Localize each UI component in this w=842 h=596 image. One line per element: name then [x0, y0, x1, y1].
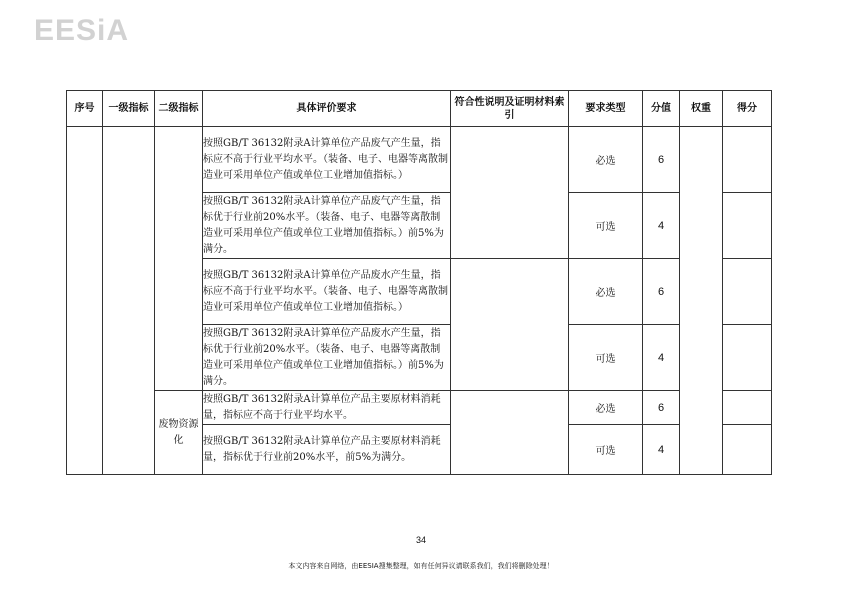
result-cell [723, 127, 772, 193]
type-cell: 可选 [569, 325, 643, 391]
header-level1: 一级指标 [103, 91, 155, 127]
seq-cell [67, 127, 103, 475]
score-cell: 4 [643, 325, 680, 391]
type-cell: 可选 [569, 425, 643, 475]
level2-cell [155, 127, 203, 391]
result-cell [723, 391, 772, 425]
score-cell: 6 [643, 127, 680, 193]
header-weight: 权重 [680, 91, 723, 127]
eesia-logo: EESiA [34, 14, 130, 47]
requirement-cell: 按照GB/T 36132附录A计算单位产品废气产生量，指标优于行业前20%水平。（装备、电子、电器等离散制造业可采用单位产值或单位工业增加值指标。）前5%为满分。 [203, 193, 451, 259]
requirement-cell: 按照GB/T 36132附录A计算单位产品废气产生量，指标应不高于行业平均水平。（装备、电子、电器等离散制造业可采用单位产值或单位工业增加值指标。） [203, 127, 451, 193]
table-header-row [67, 91, 772, 127]
requirement-cell: 按照GB/T 36132附录A计算单位产品废水产生量，指标优于行业前20%水平。（装备、电子、电器等离散制造业可采用单位产值或单位工业增加值指标。）前5%为满分。 [203, 325, 451, 391]
type-cell: 必选 [569, 259, 643, 325]
requirement-cell: 按照GB/T 36132附录A计算单位产品主要原材料消耗量，指标应不高于行业平均水平。 [203, 391, 451, 425]
result-cell [723, 425, 772, 475]
header-score: 分值 [643, 91, 680, 127]
score-cell: 4 [643, 425, 680, 475]
type-cell: 必选 [569, 391, 643, 425]
score-cell: 6 [643, 259, 680, 325]
header-seq: 序号 [67, 91, 103, 127]
result-cell [723, 259, 772, 325]
requirement-cell: 按照GB/T 36132附录A计算单位产品废水产生量，指标应不高于行业平均水平。（装备、电子、电器等离散制造业可采用单位产值或单位工业增加值指标。） [203, 259, 451, 325]
table-row [67, 391, 772, 425]
weight-cell [680, 127, 723, 475]
header-result: 得分 [723, 91, 772, 127]
header-level2: 二级指标 [155, 91, 203, 127]
header-requirement: 具体评价要求 [203, 91, 451, 127]
result-cell [723, 325, 772, 391]
footer-note: 本文内容来自网络，由EESIA搜集整理，如有任何异议请联系我们，我们将删除处理！ [288, 562, 554, 570]
level1-cell [103, 127, 155, 475]
evaluation-table [66, 90, 772, 475]
evidence-cell [451, 259, 569, 391]
page-number: 34 [415, 535, 426, 545]
type-cell: 可选 [569, 193, 643, 259]
level2-cell: 废物资源化 [155, 391, 203, 475]
score-cell: 6 [643, 391, 680, 425]
requirement-cell: 按照GB/T 36132附录A计算单位产品主要原材料消耗量，指标优于行业前20%水平，前5%为满分。 [203, 425, 451, 475]
type-cell: 必选 [569, 127, 643, 193]
header-evidence: 符合性说明及证明材料索引 [451, 91, 569, 127]
table-row [67, 127, 772, 193]
evidence-cell [451, 127, 569, 259]
evidence-cell [451, 391, 569, 475]
header-type: 要求类型 [569, 91, 643, 127]
result-cell [723, 193, 772, 259]
score-cell: 4 [643, 193, 680, 259]
